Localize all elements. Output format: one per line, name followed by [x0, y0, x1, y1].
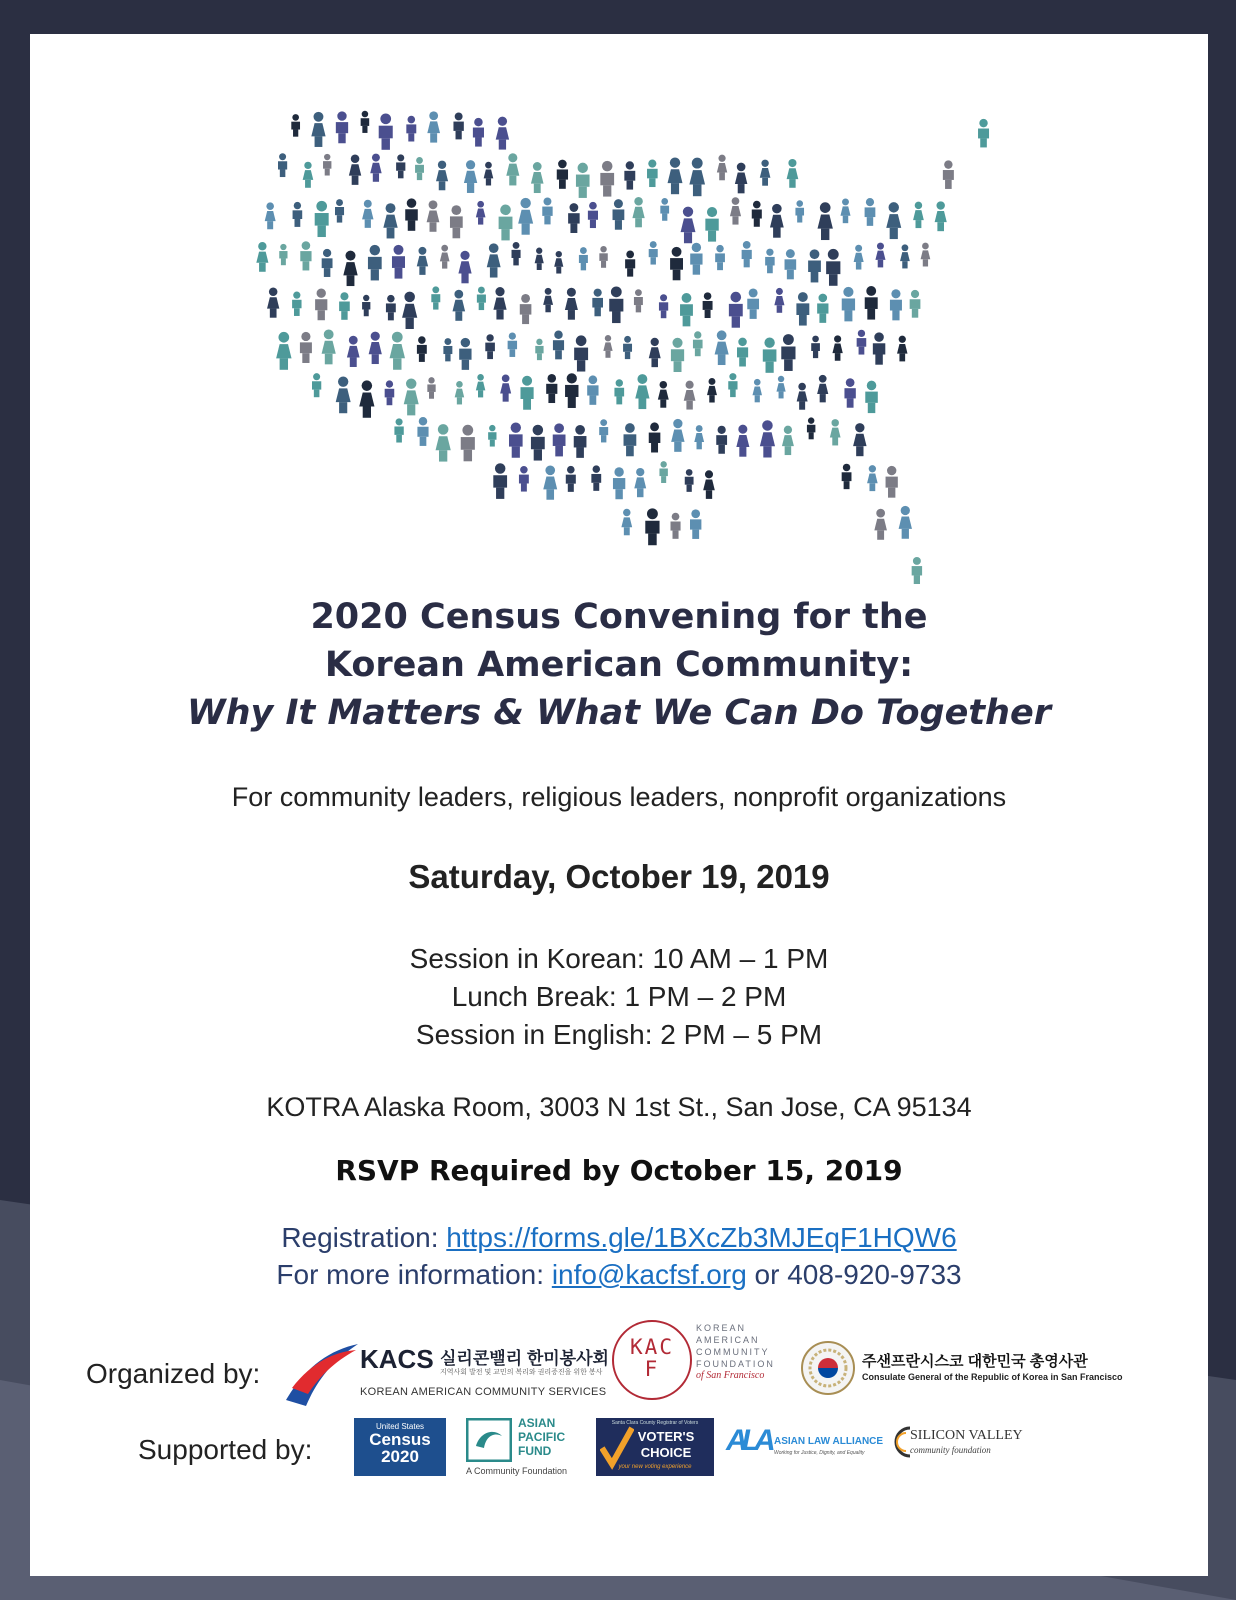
person-icon	[818, 202, 833, 240]
event-date: Saturday, October 19, 2019	[408, 858, 830, 895]
person-icon	[807, 417, 815, 439]
person-icon	[614, 379, 624, 404]
kacs-swoosh-icon	[282, 1336, 362, 1412]
person-icon	[865, 198, 876, 226]
person-icon	[362, 200, 373, 228]
kacs-korean-name: 실리콘밸리 한미봉사회	[440, 1349, 609, 1368]
asian-law-alliance-logo	[726, 1424, 884, 1470]
person-icon	[458, 251, 471, 284]
person-icon	[565, 373, 578, 408]
person-icon	[520, 294, 532, 324]
person-icon	[737, 338, 748, 367]
person-icon	[477, 287, 486, 310]
person-icon	[493, 463, 507, 499]
person-icon	[817, 294, 828, 323]
person-icon	[543, 465, 557, 499]
people-map-svg	[140, 74, 1100, 614]
registration-label: Registration:	[281, 1222, 447, 1253]
kacf-name-location: of San Francisco	[696, 1370, 765, 1381]
person-icon	[343, 251, 357, 286]
person-icon	[781, 334, 795, 371]
person-icon	[499, 205, 513, 241]
person-icon	[624, 161, 635, 189]
person-icon	[670, 513, 680, 539]
consulate-logo	[800, 1340, 1130, 1400]
person-icon	[431, 286, 440, 309]
venue-address: KOTRA Alaska Room, 3003 N 1st St., San Jose, CA 95134	[266, 1092, 972, 1122]
person-icon	[568, 203, 580, 233]
person-icon	[715, 245, 725, 270]
person-icon	[873, 332, 885, 364]
person-icon	[427, 200, 440, 231]
person-icon	[747, 288, 759, 318]
person-icon	[913, 202, 924, 228]
person-icon	[292, 292, 301, 316]
person-icon	[867, 465, 878, 491]
census-line-1: United States	[375, 1422, 425, 1431]
ala-name: ASIAN LAW ALLIANCE	[774, 1436, 884, 1447]
supported-by-label: Supported by:	[138, 1434, 313, 1465]
person-icon	[689, 158, 705, 197]
apf-wave-icon	[466, 1418, 512, 1462]
asian-pacific-fund-logo	[466, 1416, 596, 1480]
person-icon	[322, 249, 333, 277]
person-icon	[659, 461, 667, 483]
person-icon	[752, 201, 762, 227]
person-icon	[336, 377, 351, 414]
person-icon	[890, 289, 902, 320]
person-icon	[385, 380, 395, 405]
person-icon	[817, 375, 828, 402]
person-icon	[415, 157, 424, 180]
person-icon	[300, 332, 312, 363]
person-icon	[978, 119, 989, 148]
voters-top-text: Santa Clara County Registrar of Voters	[611, 1420, 699, 1426]
person-icon	[335, 199, 344, 222]
person-icon	[736, 425, 749, 457]
census-line-2: Census	[369, 1430, 431, 1449]
person-icon	[760, 160, 771, 186]
kacs-abbr: KACS	[360, 1344, 434, 1374]
info-phone: or 408-920-9733	[746, 1259, 962, 1290]
contact-info	[30, 1219, 1208, 1293]
person-icon	[649, 241, 658, 264]
person-icon	[349, 154, 361, 184]
person-icon	[716, 426, 727, 454]
person-icon	[690, 243, 702, 275]
person-icon	[417, 336, 427, 362]
person-icon	[521, 376, 534, 410]
person-icon	[623, 336, 632, 359]
schedule-item: Session in English: 2 PM – 5 PM	[415, 1019, 823, 1050]
person-icon	[461, 425, 475, 462]
person-icon	[770, 204, 784, 238]
person-icon	[542, 198, 552, 225]
person-icon	[323, 154, 331, 176]
person-icon	[591, 465, 601, 490]
person-icon	[684, 381, 696, 410]
person-icon	[455, 381, 465, 404]
person-icon	[853, 423, 866, 456]
person-icon	[459, 338, 471, 370]
person-icon	[635, 374, 649, 409]
census-line-3: 2020	[381, 1447, 419, 1466]
registration-link[interactable]: https://forms.gle/1BXcZb3MJEqF1HQW6	[446, 1222, 957, 1253]
person-icon	[600, 161, 614, 197]
person-icon	[649, 338, 661, 367]
person-icon	[865, 381, 878, 413]
kacf-logo	[612, 1320, 790, 1412]
person-icon	[670, 247, 683, 280]
apf-name-line: FUND	[518, 1444, 552, 1458]
apf-name-line: PACIFIC	[518, 1430, 566, 1444]
person-icon	[826, 249, 840, 286]
schedule	[30, 940, 1208, 1054]
person-icon	[875, 243, 885, 268]
person-icon	[609, 286, 623, 323]
usa-people-map-illustration	[140, 74, 1100, 614]
person-icon	[787, 159, 799, 188]
person-icon	[339, 292, 350, 320]
schedule-item: Session in Korean: 10 AM – 1 PM	[409, 943, 829, 974]
person-icon	[840, 198, 850, 223]
person-icon	[417, 417, 428, 446]
person-icon	[493, 287, 506, 319]
person-icon	[303, 162, 314, 188]
person-icon	[760, 420, 775, 457]
person-icon	[599, 419, 608, 442]
person-icon	[649, 422, 661, 452]
person-icon	[347, 336, 360, 367]
ala-tagline: Working for Justice, Dignity, and Equality	[774, 1450, 865, 1456]
person-icon	[396, 154, 405, 178]
person-icon	[361, 111, 370, 133]
person-icon	[265, 202, 276, 229]
voters-tagline: your new voting experience	[618, 1464, 692, 1470]
person-icon	[603, 335, 612, 358]
person-icon	[671, 338, 684, 372]
person-icon	[473, 118, 484, 147]
person-icon	[844, 378, 855, 407]
person-icon	[279, 244, 287, 265]
person-icon	[660, 198, 669, 221]
person-icon	[703, 470, 715, 499]
person-icon	[512, 242, 521, 265]
person-icon	[487, 243, 501, 277]
person-icon	[735, 163, 747, 194]
person-icon	[574, 335, 588, 371]
person-icon	[717, 155, 727, 181]
person-icon	[797, 383, 808, 410]
person-icon	[795, 200, 804, 222]
voters-name-line: VOTER'S	[637, 1429, 695, 1444]
kacf-name-line: COMMUNITY	[696, 1347, 770, 1357]
info-label: For more information:	[276, 1259, 552, 1290]
person-icon	[427, 377, 435, 399]
person-icon	[369, 332, 382, 364]
apf-name	[518, 1416, 565, 1458]
kacf-name-line: AMERICAN	[696, 1335, 760, 1345]
person-icon	[267, 287, 279, 317]
person-icon	[592, 289, 603, 317]
person-icon	[690, 509, 701, 539]
person-icon	[842, 287, 855, 322]
person-icon	[943, 160, 954, 189]
person-icon	[680, 293, 693, 326]
person-icon	[842, 464, 852, 489]
person-icon	[776, 376, 785, 399]
voters-choice-logo	[596, 1418, 714, 1476]
person-icon	[624, 423, 637, 456]
person-icon	[613, 199, 625, 230]
person-icon	[874, 509, 887, 540]
headline-subtitle: Why It Matters & What We Can Do Together	[187, 693, 1051, 733]
person-icon	[587, 375, 598, 404]
organized-by-label: Organized by:	[86, 1358, 261, 1389]
person-icon	[336, 111, 348, 143]
person-icon	[579, 247, 588, 270]
person-icon	[681, 207, 696, 244]
person-icon	[531, 425, 545, 461]
person-icon	[765, 249, 775, 274]
person-icon	[857, 330, 867, 355]
person-icon	[535, 339, 543, 360]
person-icon	[392, 245, 405, 279]
person-icon	[715, 330, 729, 365]
person-icon	[488, 425, 496, 447]
person-icon	[531, 162, 544, 193]
person-icon	[671, 419, 684, 452]
person-icon	[632, 197, 644, 227]
person-icon	[912, 557, 922, 584]
person-icon	[427, 111, 440, 142]
headline-line-1: 2020 Census Convening for the	[310, 597, 928, 637]
audience-text: For community leaders, religious leaders, nonprofit organizations	[231, 782, 1007, 812]
person-icon	[553, 330, 564, 359]
person-icon	[300, 241, 311, 270]
person-icon	[811, 336, 820, 359]
person-icon	[694, 425, 704, 449]
consulate-english-name: Consulate General of the Republic of Korea in San Francisco	[862, 1372, 1123, 1382]
kacs-korean-subtitle: 지역사회 발전 및 교민의 복리와 권리증진을 위한 봉사	[440, 1369, 603, 1376]
person-icon	[634, 468, 646, 497]
person-icon	[496, 117, 509, 150]
person-icon	[362, 295, 370, 316]
person-icon	[921, 243, 931, 267]
person-icon	[565, 288, 578, 320]
person-icon	[774, 288, 784, 313]
flyer-page	[30, 34, 1208, 1576]
kacs-logo	[282, 1336, 612, 1412]
kacf-mark: KACF	[630, 1335, 674, 1381]
person-icon	[707, 378, 717, 403]
person-icon	[554, 251, 563, 274]
headline-line-2: Korean American Community:	[324, 645, 914, 685]
person-icon	[854, 245, 864, 270]
person-icon	[278, 153, 287, 177]
person-icon	[443, 338, 452, 361]
consulate-korean-name: 주샌프란시스코 대한민국 총영사관	[862, 1353, 1088, 1370]
person-icon	[543, 288, 553, 312]
person-icon	[293, 202, 303, 227]
person-icon	[402, 292, 417, 329]
apf-tagline: A Community Foundation	[466, 1466, 568, 1476]
person-icon	[404, 378, 419, 415]
person-icon	[370, 154, 381, 182]
kacf-name-line: KOREAN	[696, 1323, 747, 1333]
person-icon	[899, 506, 912, 539]
person-icon	[440, 245, 450, 269]
person-icon	[782, 426, 794, 455]
person-icon	[693, 331, 703, 356]
person-icon	[557, 160, 568, 189]
person-icon	[291, 114, 300, 137]
person-icon	[668, 157, 683, 194]
info-email-link[interactable]: info@kacfsf.org	[551, 1259, 747, 1290]
person-icon	[315, 289, 327, 321]
person-icon	[390, 332, 405, 370]
person-icon	[553, 423, 566, 456]
person-icon	[394, 418, 403, 442]
schedule-item: Lunch Break: 1 PM – 2 PM	[451, 981, 787, 1012]
svcf-subname: community foundation	[910, 1445, 991, 1455]
person-icon	[484, 162, 494, 186]
person-icon	[729, 292, 743, 328]
person-icon	[417, 247, 428, 275]
person-icon	[315, 201, 329, 237]
person-icon	[485, 334, 495, 359]
person-icon	[796, 292, 809, 325]
person-icon	[742, 241, 752, 267]
person-icon	[897, 336, 907, 362]
kacs-english-name: KOREAN AMERICAN COMMUNITY SERVICES	[360, 1386, 607, 1398]
person-icon	[276, 332, 291, 370]
person-icon	[383, 203, 397, 238]
person-icon	[658, 381, 669, 408]
person-icon	[599, 246, 607, 268]
ala-mark: ALA	[726, 1424, 770, 1457]
person-icon	[386, 295, 396, 321]
person-icon	[546, 374, 557, 403]
person-icon	[464, 160, 477, 193]
person-icon	[566, 466, 576, 492]
person-icon	[322, 329, 336, 364]
person-icon	[634, 289, 643, 312]
apf-name-line: ASIAN	[518, 1416, 556, 1430]
voters-name	[622, 1429, 710, 1461]
person-icon	[452, 290, 465, 321]
person-icon	[705, 207, 718, 242]
person-icon	[535, 248, 544, 270]
person-icon	[453, 113, 463, 140]
person-icon	[886, 202, 901, 239]
person-icon	[436, 424, 451, 461]
svcf-name: SILICON VALLEY	[910, 1428, 1023, 1443]
registration-line	[30, 1219, 1208, 1256]
person-icon	[368, 245, 382, 281]
person-icon	[476, 374, 485, 397]
person-icon	[506, 153, 519, 185]
person-icon	[311, 112, 325, 147]
person-icon	[500, 375, 511, 402]
person-icon	[476, 201, 486, 225]
person-icon	[405, 198, 418, 230]
rsvp-deadline: RSVP Required by October 15, 2019	[335, 1154, 903, 1187]
person-icon	[406, 116, 416, 142]
person-icon	[900, 244, 910, 268]
person-icon	[256, 242, 268, 272]
person-icon	[886, 466, 898, 498]
person-icon	[865, 286, 878, 320]
person-icon	[519, 466, 529, 492]
person-icon	[935, 201, 947, 231]
person-icon	[785, 249, 797, 279]
person-icon	[728, 373, 737, 397]
person-icon	[659, 294, 668, 318]
info-line	[30, 1256, 1208, 1293]
person-icon	[576, 163, 590, 198]
kacf-name	[696, 1322, 775, 1382]
person-icon	[359, 380, 374, 417]
person-icon	[647, 160, 658, 188]
person-icon	[830, 419, 841, 445]
silicon-valley-community-foundation-logo	[886, 1420, 1036, 1470]
person-icon	[625, 250, 635, 276]
person-icon	[509, 422, 523, 457]
person-icon	[763, 338, 777, 373]
voters-name-line: CHOICE	[640, 1445, 692, 1460]
person-icon	[508, 333, 517, 357]
person-icon	[379, 113, 393, 149]
person-icon	[645, 508, 659, 545]
person-icon	[910, 290, 921, 318]
kacf-name-line: FOUNDATION	[696, 1359, 775, 1369]
person-icon	[832, 335, 842, 360]
person-icon	[730, 197, 741, 224]
person-icon	[518, 198, 533, 235]
person-icon	[703, 292, 713, 318]
person-icon	[808, 249, 821, 282]
person-icon	[752, 379, 762, 402]
person-icon	[621, 509, 632, 536]
person-icon	[436, 161, 448, 191]
kacf-circle-mark	[612, 1320, 692, 1400]
person-icon	[450, 205, 463, 238]
person-icon	[685, 469, 694, 492]
person-icon	[312, 373, 321, 397]
person-icon	[613, 467, 625, 499]
census-2020-logo	[354, 1418, 446, 1476]
person-icon	[588, 202, 598, 228]
person-icon	[574, 425, 587, 458]
consulate-seal-icon	[800, 1340, 856, 1396]
